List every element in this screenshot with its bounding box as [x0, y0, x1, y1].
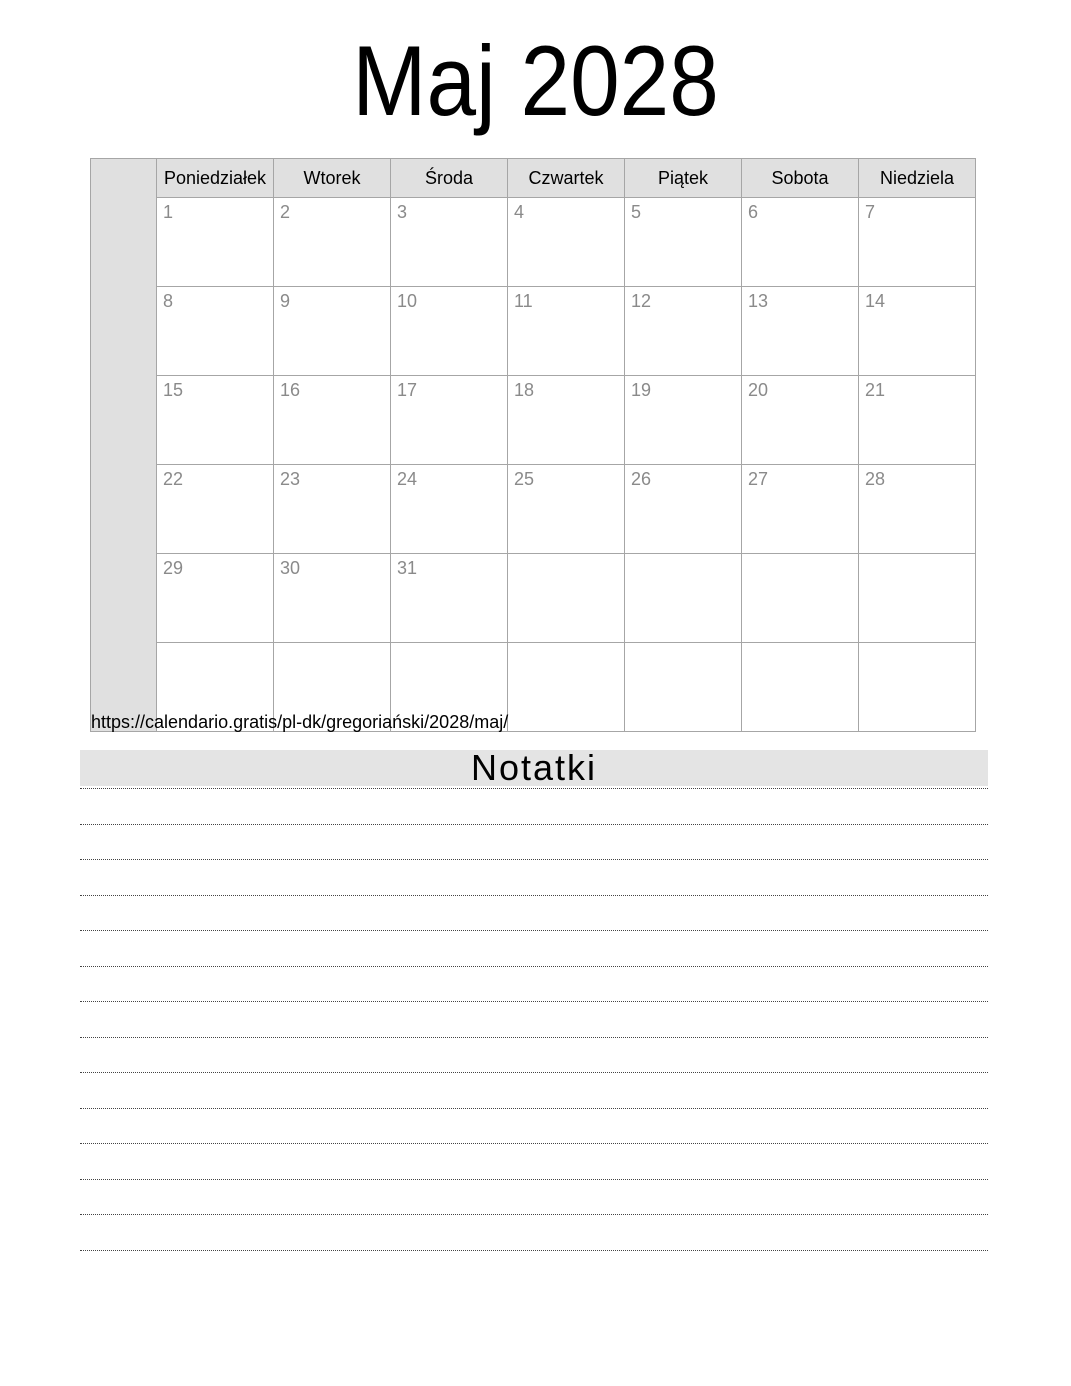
note-line	[80, 1038, 988, 1074]
day-cell: 16	[274, 376, 391, 465]
week-row	[91, 554, 976, 643]
day-cell: 19	[625, 376, 742, 465]
weekday-header-tuesday: Wtorek	[274, 159, 391, 198]
weekday-header-saturday: Sobota	[742, 159, 859, 198]
notes-heading: Notatki	[80, 750, 988, 786]
day-cell: 20	[742, 376, 859, 465]
source-url: https://calendario.gratis/pl-dk/gregoriański/2028/maj/	[91, 712, 509, 732]
day-cell	[742, 554, 859, 643]
note-line	[80, 1180, 988, 1216]
weekday-header-thursday: Czwartek	[508, 159, 625, 198]
day-cell	[859, 554, 976, 643]
day-cell: 5	[625, 198, 742, 287]
note-line	[80, 931, 988, 967]
note-line	[80, 1073, 988, 1109]
weekday-header-sunday: Niedziela	[859, 159, 976, 198]
note-line	[80, 1109, 988, 1145]
day-cell: 30	[274, 554, 391, 643]
notes-section	[80, 747, 988, 1251]
day-cell: 23	[274, 465, 391, 554]
day-cell	[508, 554, 625, 643]
week-row	[91, 465, 976, 554]
day-cell: 25	[508, 465, 625, 554]
week-row	[91, 198, 976, 287]
day-cell	[859, 643, 976, 732]
day-cell: 8	[157, 287, 274, 376]
week-row	[91, 287, 976, 376]
note-line	[80, 789, 988, 825]
day-cell: 28	[859, 465, 976, 554]
day-cell: 11	[508, 287, 625, 376]
day-cell: 6	[742, 198, 859, 287]
weekday-header-monday: Poniedziałek	[157, 159, 274, 198]
weekday-header-row	[91, 159, 976, 198]
day-cell: 13	[742, 287, 859, 376]
note-line	[80, 1002, 988, 1038]
day-cell: 26	[625, 465, 742, 554]
day-cell: 27	[742, 465, 859, 554]
week-row	[91, 376, 976, 465]
note-line	[80, 1144, 988, 1180]
day-cell: 22	[157, 465, 274, 554]
day-cell: 2	[274, 198, 391, 287]
day-cell: 21	[859, 376, 976, 465]
day-cell: 9	[274, 287, 391, 376]
calendar-table	[90, 158, 976, 732]
day-cell: 17	[391, 376, 508, 465]
day-cell: 1	[157, 198, 274, 287]
day-cell	[625, 554, 742, 643]
day-cell: 31	[391, 554, 508, 643]
weekday-header-wednesday: Środa	[391, 159, 508, 198]
day-cell: 4	[508, 198, 625, 287]
day-cell: 24	[391, 465, 508, 554]
note-line	[80, 896, 988, 932]
page-title: Maj 2028	[352, 25, 719, 136]
note-line	[80, 825, 988, 861]
day-cell: 18	[508, 376, 625, 465]
day-cell: 7	[859, 198, 976, 287]
day-cell: 3	[391, 198, 508, 287]
day-cell: 14	[859, 287, 976, 376]
day-cell: 29	[157, 554, 274, 643]
calendar-side-column	[91, 159, 157, 732]
note-line	[80, 1215, 988, 1251]
note-line	[80, 967, 988, 1003]
note-line	[80, 860, 988, 896]
day-cell	[742, 643, 859, 732]
day-cell	[508, 643, 625, 732]
day-cell: 10	[391, 287, 508, 376]
day-cell: 12	[625, 287, 742, 376]
weekday-header-friday: Piątek	[625, 159, 742, 198]
day-cell	[625, 643, 742, 732]
day-cell: 15	[157, 376, 274, 465]
